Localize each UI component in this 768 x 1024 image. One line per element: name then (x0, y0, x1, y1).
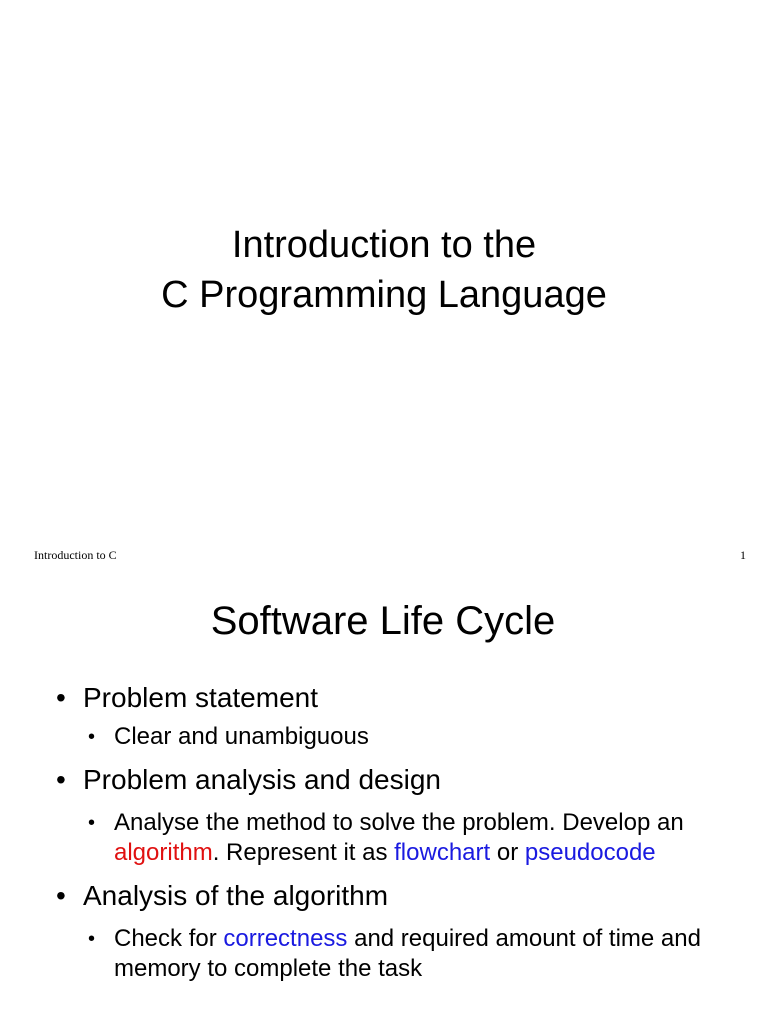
page-number: 1 (740, 548, 746, 562)
slide-title: Software Life Cycle (210, 599, 556, 643)
bullet-item (56, 682, 746, 714)
sub-bullet-item (88, 924, 746, 984)
sub-bullet-text: Analyse the method to solve the problem. Develop an (114, 809, 684, 836)
slide-footer: Introduction to C (34, 548, 117, 562)
slide-title (0, 220, 768, 320)
sub-bullet-list (56, 924, 746, 984)
sub-bullet-text: or (490, 839, 525, 866)
bullet-list (56, 682, 746, 984)
bullet-text: Analysis of the algorithm (83, 880, 389, 911)
bullet-text: Problem statement (83, 682, 318, 713)
bullet-text: Problem analysis and design (83, 764, 441, 795)
sub-bullet-list (56, 808, 746, 868)
slide-2 (0, 576, 768, 1024)
term-algorithm: algorithm (114, 839, 213, 866)
term-correctness: correctness (223, 925, 348, 952)
sub-bullet-item (88, 722, 746, 752)
sub-bullet-text: Check for (114, 925, 224, 952)
term-flowchart: flowchart (394, 839, 491, 866)
sub-bullet-text: and required amount of time and memory to complete the task (114, 925, 701, 982)
bullet-item (56, 764, 746, 796)
sub-bullet-text: Clear and unambiguous (114, 723, 369, 750)
bullet-item (56, 880, 746, 912)
term-pseudocode: pseudocode (524, 839, 656, 866)
sub-bullet-list (56, 722, 746, 752)
title-line-2: C Programming Language (161, 274, 607, 316)
title-line-1: Introduction to the (231, 224, 537, 266)
sub-bullet-item (88, 808, 746, 868)
sub-bullet-text: . Represent it as (212, 839, 395, 866)
